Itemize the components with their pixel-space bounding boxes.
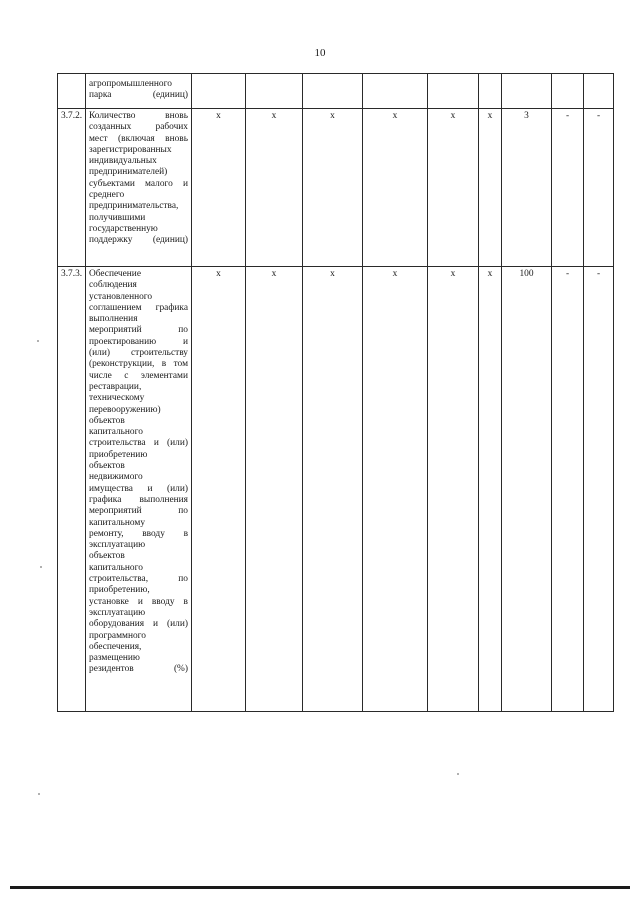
description-line: обеспечения, (89, 641, 142, 652)
value-cell: х (303, 267, 363, 712)
description-line: резидентов (%) (89, 664, 188, 675)
row-number: 3.7.3. (58, 267, 86, 712)
description-line: Количество вновь (89, 111, 188, 121)
description-line: (или) строительству (89, 348, 188, 359)
description-line: строительства, по (89, 574, 188, 585)
indicator-description (86, 267, 192, 712)
description-line: техническому (89, 393, 145, 404)
value-cell: х (428, 109, 479, 267)
value-cell: х (479, 267, 502, 712)
value-cell (502, 74, 552, 109)
description-line: соглашением графика (89, 302, 188, 313)
value-cell: - (552, 109, 584, 267)
value-cell (428, 74, 479, 109)
description-line: индивидуальных (89, 156, 157, 167)
indicator-table (57, 73, 614, 712)
footer-rule (10, 886, 630, 889)
description-line: размещению (89, 653, 140, 664)
value-cell (584, 74, 614, 109)
indicator-description (86, 74, 192, 109)
row-number: 3.7.2. (58, 109, 86, 267)
value-cell (363, 74, 428, 109)
table-row (58, 267, 614, 712)
description-line: капитального (89, 427, 143, 438)
scan-speck (457, 773, 459, 775)
value-cell (246, 74, 303, 109)
description-line: мест (включая вновь (89, 133, 188, 144)
description-line: объектов (89, 551, 125, 562)
value-cell: 3 (502, 109, 552, 267)
description-line: установленного (89, 291, 153, 302)
value-cell (552, 74, 584, 109)
description-line: программного (89, 630, 146, 641)
description-line: реставрации, (89, 381, 142, 392)
description-line: перевооружению) (89, 404, 161, 415)
value-cell: х (479, 109, 502, 267)
description-line: приобретению (89, 449, 148, 460)
description-line: эксплуатацию (89, 607, 146, 618)
scan-speck (40, 566, 42, 568)
description-line: поддержку (единиц) (89, 235, 188, 246)
scan-speck (37, 340, 39, 342)
value-cell: х (246, 267, 303, 712)
description-line: мероприятий по (89, 325, 188, 336)
value-cell (303, 74, 363, 109)
scan-speck (38, 793, 40, 795)
description-line: объектов (89, 461, 125, 472)
value-cell: х (428, 267, 479, 712)
description-line: субъектами малого и (89, 178, 188, 189)
description-line: Обеспечение (89, 269, 141, 279)
description-line: эксплуатацию (89, 540, 146, 551)
description-line: выполнения (89, 314, 138, 325)
value-cell: х (192, 267, 246, 712)
description-line: ремонту, вводу в (89, 528, 188, 539)
value-cell: - (584, 267, 614, 712)
value-cell: х (303, 109, 363, 267)
indicator-description (86, 109, 192, 267)
description-line: агропромышленного (89, 79, 172, 89)
description-line: оборудования и (или) (89, 619, 188, 630)
description-line: приобретению, (89, 585, 150, 596)
description-line: капитальному (89, 517, 146, 528)
description-line: соблюдения (89, 280, 137, 291)
description-line: созданных рабочих (89, 122, 188, 133)
value-cell: х (192, 109, 246, 267)
table-row (58, 74, 614, 109)
description-line: (реконструкции, в том (89, 359, 188, 370)
value-cell: - (552, 267, 584, 712)
value-cell: х (363, 267, 428, 712)
description-line: имущества и (или) (89, 483, 188, 494)
description-line: проектированию и (89, 336, 188, 347)
value-cell: 100 (502, 267, 552, 712)
description-line: предпринимателей) (89, 167, 168, 178)
description-line: графика выполнения (89, 494, 188, 505)
description-line: парка (единиц) (89, 90, 188, 101)
description-line: зарегистрированных (89, 144, 172, 155)
value-cell (192, 74, 246, 109)
description-line: государственную (89, 223, 158, 234)
description-line: среднего (89, 190, 125, 201)
value-cell: - (584, 109, 614, 267)
description-line: установке и вводу в (89, 596, 188, 607)
page-number: 10 (314, 47, 326, 59)
row-number (58, 74, 86, 109)
description-line: предпринимательства, (89, 201, 179, 212)
value-cell: х (363, 109, 428, 267)
description-line: числе с элементами (89, 370, 188, 381)
value-cell: х (246, 109, 303, 267)
description-line: мероприятий по (89, 506, 188, 517)
description-line: капитального (89, 562, 143, 573)
description-line: объектов (89, 415, 125, 426)
table-row (58, 109, 614, 267)
description-line: строительства и (или) (89, 438, 188, 449)
description-line: получившими (89, 212, 146, 223)
value-cell (479, 74, 502, 109)
description-line: недвижимого (89, 472, 143, 483)
